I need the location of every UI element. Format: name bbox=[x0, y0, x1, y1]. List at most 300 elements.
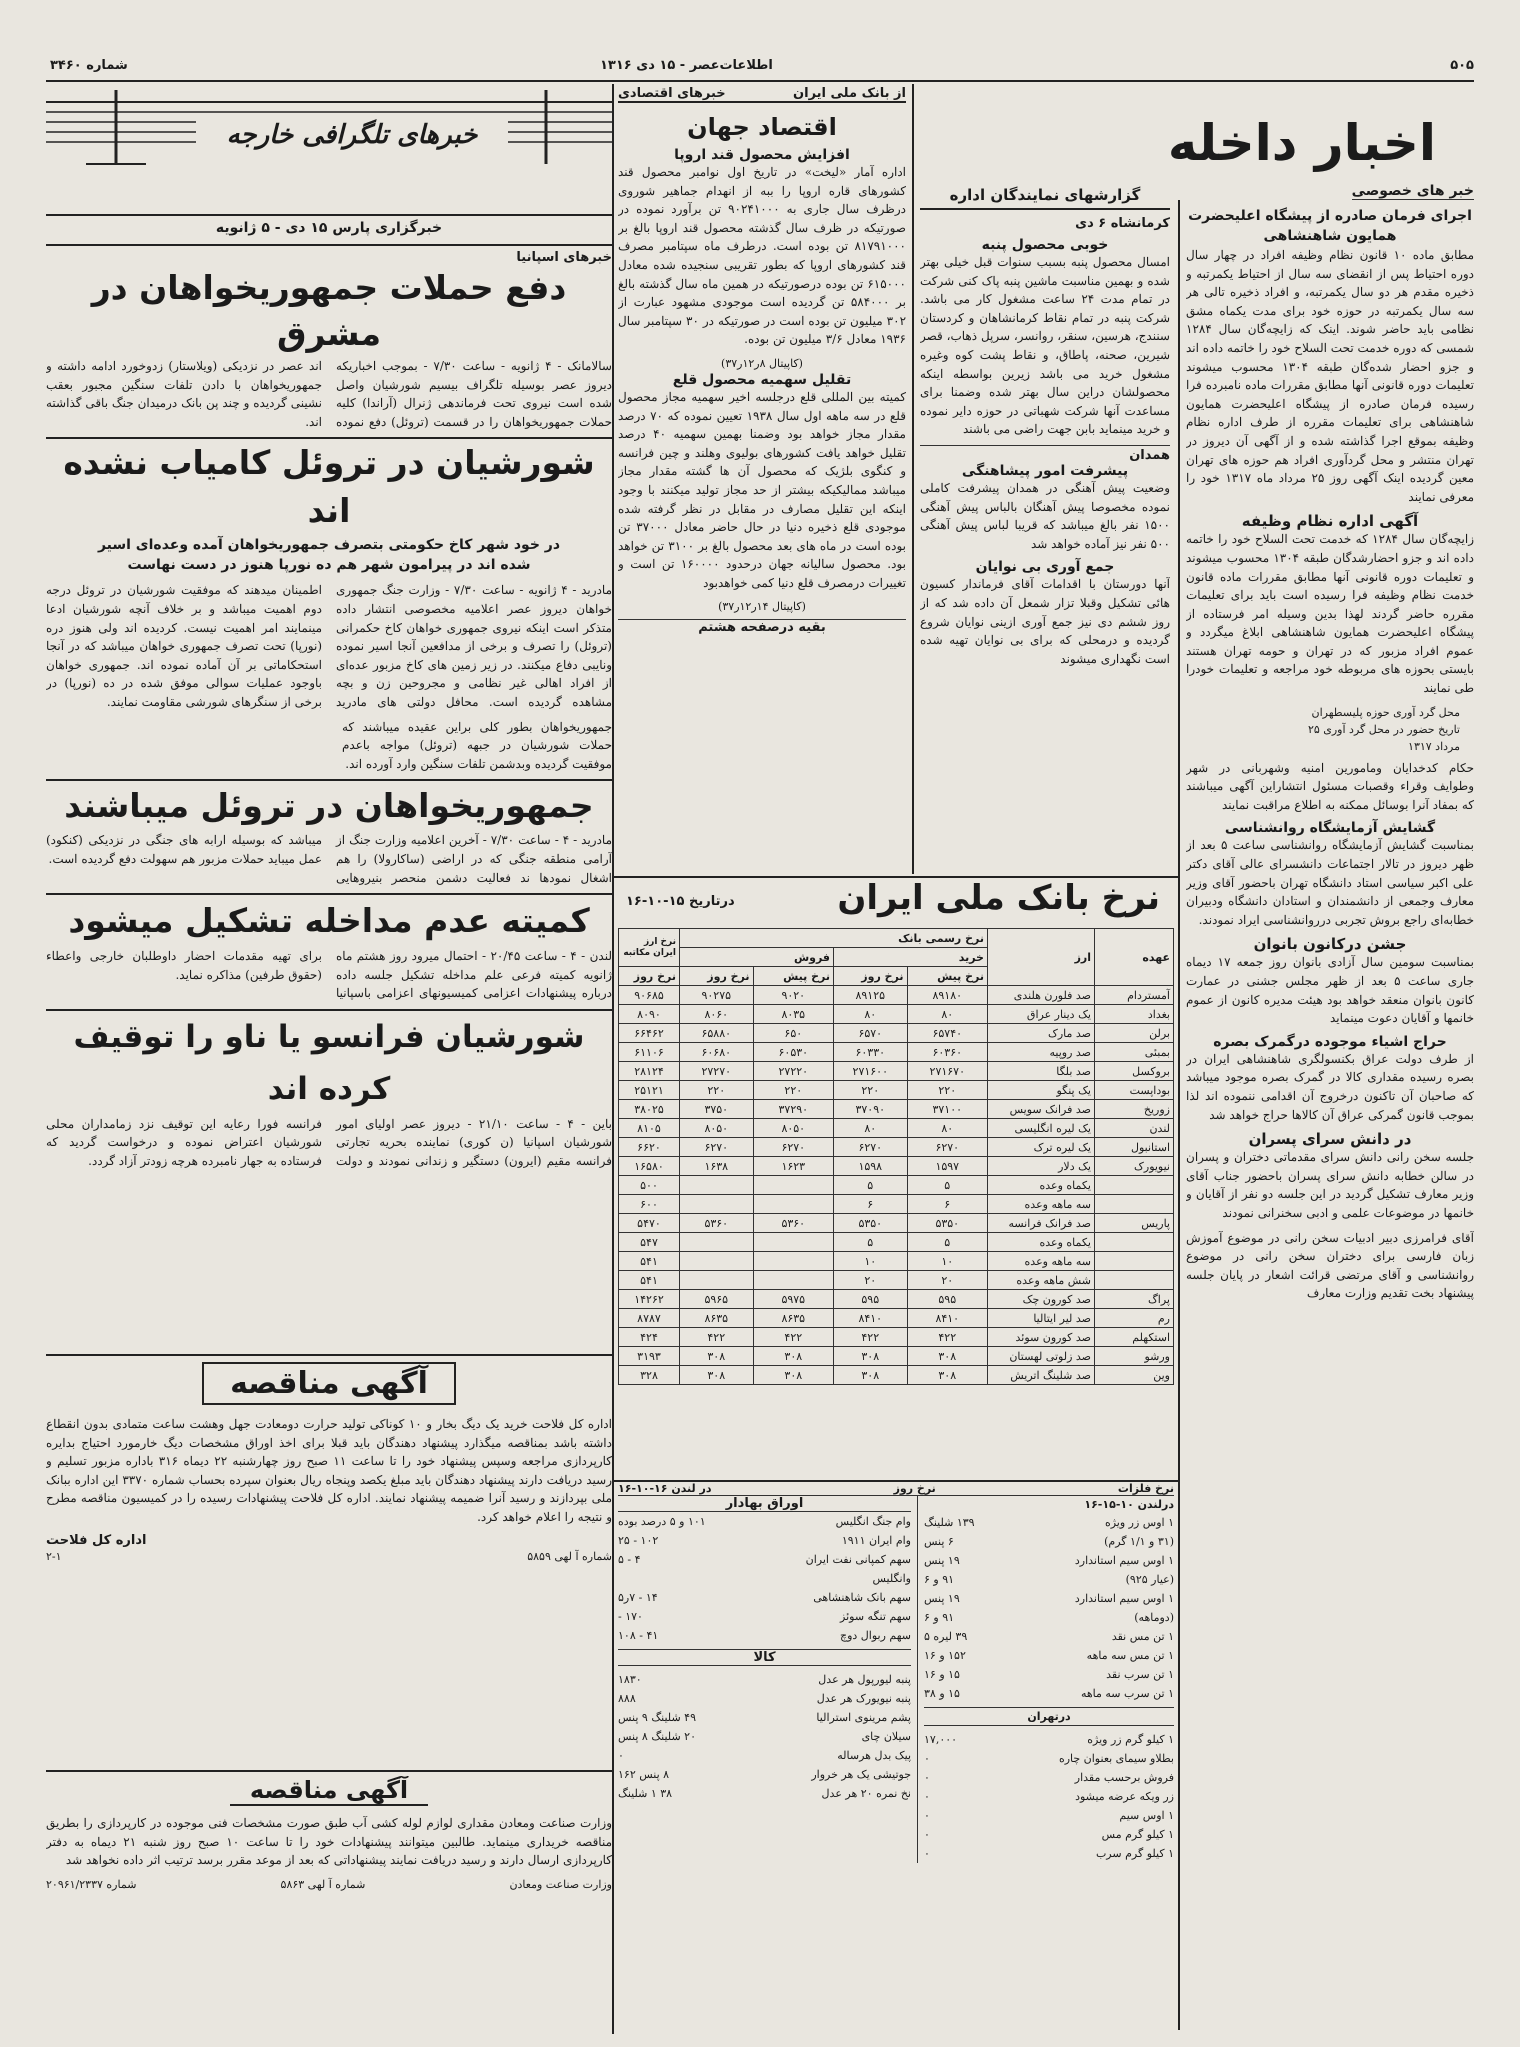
reports-label: گزارشهای نمایندگان اداره bbox=[920, 186, 1170, 210]
rate-value: ۸۴۱۰ bbox=[834, 1309, 908, 1328]
tehran-rows bbox=[924, 1730, 1174, 1863]
rate-value: ۱۰ bbox=[834, 1252, 908, 1271]
foreign-news bbox=[46, 250, 612, 1350]
rate-value: ۲۷۱۶۷۰ bbox=[907, 1062, 987, 1081]
metal-row-label: (عیار ۹۲۵) bbox=[1125, 1573, 1174, 1586]
rate-row bbox=[619, 1157, 1174, 1176]
goods-row bbox=[618, 1689, 911, 1708]
rate-value: ۴۲۴ bbox=[619, 1328, 680, 1347]
rate-currency: صد زلوتی لهستان bbox=[988, 1347, 1095, 1366]
goods-rows bbox=[618, 1670, 911, 1803]
security-row-value: ۱۴ - ۷ر۵ bbox=[618, 1591, 658, 1604]
economy-header bbox=[618, 86, 906, 103]
rate-value: ۸۰۳۵ bbox=[753, 1005, 833, 1024]
rate-row bbox=[619, 1138, 1174, 1157]
security-row-label: سهم بانک شاهنشاهی bbox=[813, 1591, 911, 1604]
tender-2-rule bbox=[46, 1770, 612, 1772]
rates-title: نرخ بانک ملی ایران bbox=[837, 878, 1160, 918]
rate-value bbox=[680, 1252, 754, 1271]
rate-value: ۵ bbox=[907, 1176, 987, 1195]
day-head-date: در لندن ۱۶-۱۰-۱۶ bbox=[618, 1482, 712, 1495]
notice-tail: حکام کدخدایان ومامورین امنیه وشهربانی در شهر وطوایف وقراء وقصبات مسئول انتشاراین آگهی میباشند که بمفاد آنرا بوسائل ممکنه به اطلاع مراقبت نمایند bbox=[1186, 760, 1474, 812]
headline-committee: کمیته عدم مداخله تشکیل میشود bbox=[68, 901, 590, 941]
rate-place bbox=[1095, 1252, 1174, 1271]
rate-value: ۶۲۷۰ bbox=[834, 1138, 908, 1157]
goods-row-label: نخ نمره ۲۰ هر عدل bbox=[821, 1787, 911, 1800]
tehran-row-label: زر ویکه عرضه میشود bbox=[1075, 1790, 1174, 1803]
metals-date: درلندن ۱۰-۱۵-۱۶ bbox=[1084, 1498, 1174, 1511]
tehran-row bbox=[924, 1806, 1174, 1825]
tehran-row-value: ۰ bbox=[924, 1847, 930, 1860]
security-row bbox=[618, 1588, 911, 1607]
tender-1-title: آگهی مناقصه bbox=[202, 1362, 456, 1405]
rate-currency: یکماه وعده bbox=[988, 1233, 1095, 1252]
rate-currency: صد کورون سوئد bbox=[988, 1328, 1095, 1347]
teruel-text-2: جمهوریخواهان بطور کلی براین عقیده میباشند که حملات شورشیان در جبهه (تروئل) مواجه باعدم موفقیت گردیده وبدشمن تلفات سنگین وارد آورده اند. bbox=[342, 719, 612, 771]
rate-value: ۳۷۱۰۰ bbox=[907, 1100, 987, 1119]
day-head: نرخ روز bbox=[893, 1482, 936, 1495]
rate-value: ۵ bbox=[834, 1176, 908, 1195]
east-text: سالامانک - ۴ ژانویه - ساعت ۷/۳۰ - بموجب اخباریکه دیروز عصر بوسیله تلگراف بیسیم شورشیان واصل شده است نیروی تحت فرماندهی ژنرال (آراندا) کلیه حملات جمهوریخواهان را در قسمت (تروئل) دفع نموده اند عصر در نزدیکی (ویلاستار) زدوخورد ادامه داشته و جمهوریخواهان با دادن تلفات سنگین مجبور بعقب نشینی گردیده و چند پن بانک درمیدان جنگ باقی گذاشته اند. bbox=[46, 359, 612, 429]
goods-row bbox=[618, 1746, 911, 1765]
rate-currency: سه ماهه وعده bbox=[988, 1252, 1095, 1271]
rate-value: ۸۰۵۰ bbox=[680, 1119, 754, 1138]
rate-value: ۸۰۶۰ bbox=[680, 1005, 754, 1024]
col-currency: ارز bbox=[988, 929, 1095, 986]
rate-row bbox=[619, 1119, 1174, 1138]
security-row-value: ۴۱ - ۱۰۸ bbox=[618, 1629, 659, 1642]
hamedan-dateline: همدان bbox=[920, 445, 1170, 463]
rate-value: ۹۰۶۸۵ bbox=[619, 986, 680, 1005]
rate-value: ۶ bbox=[834, 1195, 908, 1214]
rate-currency: یک لیره ترک bbox=[988, 1138, 1095, 1157]
metal-row bbox=[924, 1665, 1174, 1684]
rate-value: ۱۶۳۸ bbox=[680, 1157, 754, 1176]
col-place: عهده bbox=[1095, 929, 1174, 986]
rate-currency: یک پنگو bbox=[988, 1081, 1095, 1100]
rate-place: لندن bbox=[1095, 1119, 1174, 1138]
rate-value bbox=[680, 1233, 754, 1252]
tehran-row-label: بطلاو سیمای بعنوان چاره bbox=[1058, 1752, 1174, 1765]
col-official: نرخ رسمی بانک bbox=[680, 929, 988, 948]
rate-value: ۸۴۱۰ bbox=[907, 1309, 987, 1328]
goods-row-label: پشم مرینوی استرالیا bbox=[816, 1711, 911, 1724]
rate-value: ۶۱۱۰۶ bbox=[619, 1043, 680, 1062]
security-row bbox=[618, 1512, 911, 1531]
rate-value: ۵۰۰ bbox=[619, 1176, 680, 1195]
tin-caption: (کاپیتال ۱۴ر۱۲ر۳۷) bbox=[718, 600, 806, 614]
rate-value: ۵۴۱ bbox=[619, 1252, 680, 1271]
security-row bbox=[618, 1607, 911, 1626]
goods-row-label: پیک بدل هرساله bbox=[837, 1749, 911, 1762]
security-row bbox=[618, 1550, 911, 1569]
rate-value: ۳۰۸ bbox=[834, 1366, 908, 1385]
rate-value: ۹۰۲۰ bbox=[753, 986, 833, 1005]
col-sep-3 bbox=[1178, 200, 1180, 2030]
tehran-row-value: ۰ bbox=[924, 1790, 930, 1803]
agency-line: خبرگزاری پارس ۱۵ دی - ۵ ژانویه bbox=[215, 220, 443, 236]
metal-row-label: ۱ اوس زر ویژه bbox=[1104, 1516, 1174, 1529]
col-buy-cash: نرخ پیش bbox=[907, 967, 987, 986]
rate-currency: صد فرانک سویس bbox=[988, 1100, 1095, 1119]
foreign-section-title: خبرهای تلگرافی خارجه bbox=[196, 120, 508, 150]
metal-row bbox=[924, 1570, 1174, 1589]
rate-currency: صد کورون چک bbox=[988, 1290, 1095, 1309]
rate-value: ۶۵۰ bbox=[753, 1024, 833, 1043]
rate-value: ۱۵۹۷ bbox=[907, 1157, 987, 1176]
rate-place: نیویورک bbox=[1095, 1157, 1174, 1176]
security-row-label: وام جنگ انگلیس bbox=[835, 1515, 911, 1528]
security-row-value: ۱۷۰ - bbox=[618, 1610, 643, 1623]
poor-text: آنها دورستان با اقدامات آقای فرماندار کسیون هائی تشکیل وقبلا تزار شمعل آن داده شد که از روز ششم دی نیز جمع آوری ازینی نوایان شروع گردیده و درمحلی که برای بی نوایان تهیه شده است نگهداری میشوند bbox=[920, 577, 1170, 666]
metal-row-label: (۳۱ و ۱/۱ گرم) bbox=[1104, 1535, 1174, 1548]
private-news-column bbox=[1186, 180, 1474, 2030]
col-clearing-day: نرخ روز bbox=[619, 967, 680, 986]
tehran-row-value: ۰ bbox=[924, 1752, 930, 1765]
rates-body bbox=[619, 986, 1174, 1385]
rates-table bbox=[618, 928, 1174, 1385]
notice-text: زایچه‌گان سال ۱۲۸۴ که خدمت تحت السلاح خود را خاتمه داده اند و جزو احضارشدگان طبقه ۱۳۰۴ محسوب میشوند و تعلیمات دوره قانونی آنها مطابق مقررات ماده قانون خدمت نظام وظیفه فرا رسیده است باید برای تعلیمات مقرره حاضر گردند لهذا بدین وسیله امر فرستاده از پیشگاه اعلیحضرت همایون شاهنشاهی ابلاغ میگردد و عموم افراد مزبور که در تهران و حومه تهران هستند بایستی بحوزه های مربوطه خود مراجعه و تعلیمات خودرا طی نمایند bbox=[1186, 532, 1474, 696]
rate-currency: صد روپیه bbox=[988, 1043, 1095, 1062]
rate-value: ۶۶۲۰ bbox=[619, 1138, 680, 1157]
goods-row bbox=[618, 1708, 911, 1727]
rate-value: ۵۳۵۰ bbox=[907, 1214, 987, 1233]
rate-value: ۶۵۸۸۰ bbox=[680, 1024, 754, 1043]
rate-row bbox=[619, 1081, 1174, 1100]
goods-row-label: جوتیشی یک هر خروار bbox=[811, 1768, 911, 1781]
notice-row: تاریخ حضور در محل گرد آوری ۲۵ bbox=[1307, 722, 1460, 736]
metal-row-label: ۱ تن مس سه ماهه bbox=[1086, 1649, 1174, 1662]
tehran-row bbox=[924, 1768, 1174, 1787]
metal-row-label: ۱ تن سرب سه ماهه bbox=[1080, 1687, 1174, 1700]
tender-2-sign: وزارت صناعت ومعادن bbox=[509, 1877, 612, 1891]
goods-row bbox=[618, 1765, 911, 1784]
rate-currency: یک دلار bbox=[988, 1157, 1095, 1176]
rate-value: ۱۴۲۶۲ bbox=[619, 1290, 680, 1309]
foreign-banner bbox=[46, 84, 612, 214]
tehran-row bbox=[924, 1825, 1174, 1844]
rate-place: بوداپست bbox=[1095, 1081, 1174, 1100]
rate-value: ۳۰۸ bbox=[907, 1347, 987, 1366]
sugar-headline: افزایش محصول قند اروپا bbox=[674, 147, 850, 163]
security-row bbox=[618, 1626, 911, 1645]
rate-row bbox=[619, 1195, 1174, 1214]
school-tail: آقای فرامرزی دبیر ادبیات سخن رانی در موضوع آموزش زبان فارسی برای دختران سخن رانی در موضوع روانشناسی و آقای مرتضی قرائت اشعار در پایان جلسه پیشنهاد بخت تقدیم وزارت معارف bbox=[1186, 1230, 1474, 1301]
rate-value: ۱۰ bbox=[907, 1252, 987, 1271]
rate-value: ۵ bbox=[834, 1233, 908, 1252]
rate-place: رم bbox=[1095, 1309, 1174, 1328]
goods-title: کالا bbox=[618, 1649, 911, 1666]
rate-value: ۲۰ bbox=[834, 1271, 908, 1290]
rate-value: ۱۶۲۳ bbox=[753, 1157, 833, 1176]
rate-value: ۵۳۵۰ bbox=[834, 1214, 908, 1233]
rate-value: ۸۶۳۵ bbox=[680, 1309, 754, 1328]
security-row-label: سهم کمپانی نفت ایران bbox=[805, 1553, 911, 1566]
rate-value: ۲۷۲۲۰ bbox=[753, 1062, 833, 1081]
rate-row bbox=[619, 1271, 1174, 1290]
rate-row bbox=[619, 1005, 1174, 1024]
goods-row-label: سیلان چای bbox=[861, 1730, 911, 1743]
goods-row bbox=[618, 1727, 911, 1746]
rate-value bbox=[680, 1195, 754, 1214]
rate-row bbox=[619, 1347, 1174, 1366]
rate-value: ۳۰۸ bbox=[834, 1347, 908, 1366]
kermanshah-dateline: کرمانشاه ۶ دی bbox=[1075, 216, 1170, 231]
goods-row-value: ۰ bbox=[618, 1749, 624, 1762]
goods-row-value: ۴۹ شلینگ ۹ پنس bbox=[618, 1711, 696, 1724]
rate-value: ۱۵۹۸ bbox=[834, 1157, 908, 1176]
tehran-row-value: ۰ bbox=[924, 1771, 930, 1784]
rate-value: ۵۴۷ bbox=[619, 1233, 680, 1252]
decree-headline: اجرای فرمان صادره از پیشگاه اعلیحضرت همایون شاهنشاهی bbox=[1188, 208, 1472, 244]
rate-row bbox=[619, 1062, 1174, 1081]
rate-value: ۸۰۹۰ bbox=[619, 1005, 680, 1024]
goods-row bbox=[618, 1784, 911, 1803]
metal-rows bbox=[924, 1513, 1174, 1703]
security-row-value: ۴ - ۵ bbox=[618, 1553, 641, 1566]
metals-head: نرخ فلزات bbox=[1117, 1482, 1174, 1495]
rate-value: ۸۰ bbox=[834, 1005, 908, 1024]
tender-2-title: آگهی مناقصه bbox=[230, 1776, 428, 1806]
rate-value: ۲۰ bbox=[907, 1271, 987, 1290]
rate-value: ۶۵۷۰ bbox=[834, 1024, 908, 1043]
scouts-headline: پیشرفت امور پیشاهنگی bbox=[961, 462, 1129, 479]
lab-text: بمناسبت گشایش آزمایشگاه روانشناسی ساعت ۵ بعد از ظهر دیروز در تالار اجتماعات دانشسرای عالی آقای دکتر علی اکبر سیاسی استاد دانشگاه تهران باحضور آقای وزیر معارف وجمعی از دانشمندان و استادان دانشگاه ودبیران خطابه‌ای راجع بروش تجربی درروانشناسی ایراد نمودند. bbox=[1186, 838, 1474, 927]
metal-row bbox=[924, 1589, 1174, 1608]
metal-row bbox=[924, 1608, 1174, 1627]
rate-row bbox=[619, 1214, 1174, 1233]
col-clearing: نرخ ارز ایران مکاتبه bbox=[619, 929, 680, 967]
metal-row-label: ۱ اوس سیم استاندارد bbox=[1074, 1592, 1174, 1605]
metal-row-value: ۶ پنس bbox=[924, 1535, 954, 1548]
teruel-text: مادرید - ۴ ژانویه - ساعت ۷/۳۰ - وزارت جنگ جمهوری خواهان دیروز عصر اعلامیه مخصوصی انتشار داده متذکر است اینکه نیروی جمهوری خواهان کاخ حکمرانی (تروئل) را تصرف و برخی از مدافعین آنجا اسیر نموده ونایبی دفاع میکنند. در زیر زمین های کاخ مزبور عده‌ای از افراد اهالی غیر نظامی و مجروحین زن و بچه مشاهده گردیده است. محافل دولتی های مادرید اطمینان میدهند که موفقیت شورشیان در تروئل درجه دوم اهمیت میباشد و بر خلاف آنچه شورشیان ادعا مینمایند امر اهمیت نیست. کردیده اند ولی هنوز دره (نورپا) تحت تصرف جمهوری خواهان میباشد که در آنجا استحکاماتی بر آن آماده نموده اند. جمهوری خواهان باوجود عملیات سوالی موفق شده در ده (نورپا) در برخی از سنگرهای شورشی مقاومت نمایند. bbox=[46, 583, 612, 709]
metal-row-label: ۱ تن سرب نقد bbox=[1106, 1668, 1174, 1681]
tehran-row-value: ۰ bbox=[924, 1809, 930, 1822]
economy-header-left: خبرهای اقتصادی bbox=[618, 86, 726, 101]
scouts-text: وضعیت پیش آهنگی در همدان پیشرفت کاملی نموده مخصوصا پیش آهنگان بالباس پیش آهنگی ۱۵۰۰ نفر بالغ میباشد که قریبا لباس پیش آهنگی ۵۰۰ نفر نیز آماده خواهد شد bbox=[920, 480, 1170, 551]
rate-value bbox=[753, 1271, 833, 1290]
rate-value: ۳۰۸ bbox=[680, 1366, 754, 1385]
rate-value: ۵۴۷۰ bbox=[619, 1214, 680, 1233]
rate-value: ۶۲۷۰ bbox=[680, 1138, 754, 1157]
security-row-label: سهم تنگه سوئز bbox=[840, 1610, 911, 1623]
rate-value: ۶۰۳۳۰ bbox=[834, 1043, 908, 1062]
tender-notice-2 bbox=[46, 1776, 612, 2036]
rate-row bbox=[619, 1176, 1174, 1195]
rate-value: ۲۲۰ bbox=[680, 1081, 754, 1100]
rate-value bbox=[753, 1195, 833, 1214]
metal-row-value: ۹۱ و ۶ bbox=[924, 1573, 955, 1586]
tender-1-sign: اداره کل فلاحت bbox=[46, 1532, 147, 1548]
rate-value: ۶۰۰ bbox=[619, 1195, 680, 1214]
tehran-row-label: ۱ کیلو گرم سرب bbox=[1095, 1847, 1174, 1860]
rate-row bbox=[619, 1328, 1174, 1347]
col-sep-2 bbox=[912, 84, 914, 874]
tehran-row-label: ۱ کیلو گرم زر ویژه bbox=[1087, 1733, 1174, 1746]
rate-value: ۲۵۱۲۱ bbox=[619, 1081, 680, 1100]
rate-value: ۲۲۰ bbox=[834, 1081, 908, 1100]
customs-text: از طرف دولت عراق بکنسولگری شاهنشاهی ایران در بصره رسیده مقداری کالا در گمرک بصره موجود میباشد که صاحبان آن تاکنون درخروج آن اقدامی ننموده اند لذا بموجب قانون گمرکی عراق آن کالاها حراج خواهد شد bbox=[1186, 1051, 1474, 1122]
rate-place: استانبول bbox=[1095, 1138, 1174, 1157]
tehran-row-value: ۱۷,۰۰۰ bbox=[924, 1733, 958, 1746]
notice-schedule bbox=[1200, 704, 1460, 755]
rate-value: ۴۲۲ bbox=[834, 1328, 908, 1347]
rate-value: ۱۶۵۸۰ bbox=[619, 1157, 680, 1176]
rate-value: ۸۷۸۷ bbox=[619, 1309, 680, 1328]
women-headline: جشن درکانون بانوان bbox=[1253, 935, 1407, 954]
reports-column bbox=[920, 186, 1170, 866]
tin-text: کمیته بین المللی قلع درجلسه اخیر سهمیه مجاز محصول قلع در سه ماهه اول سال ۱۹۳۸ تعیین نموده که ۷۰ درصد مقدار مجاز خواهد بود وضمنا بهمین سهمیه ۴۰ درصد تقلیل خواهد یافت کشورهای بولیوی وهلند و چین فرانسه و کنگوی بلژیک که محصول آن ها گشته مقدار مجاز میباشد ممالیکیکه بیشتر از حد مجاز تولید میکنند با وجود اینکه این تقلیل مصارف در مقابل در نظر گرفته شده موجودی قلع ذخیره دنیا در حال حاضر معادل ۳۷۰۰۰ تن بوده است در ماه های بعد محصول بالغ بر ۳۱۰۰ تن خواهد بود. محصول سالیانه جهان درحدود ۱۶۰۰۰۰ تن است و تغییرات درمصرف قلع دنیا کمی خواهدبود bbox=[618, 389, 906, 590]
rate-value bbox=[680, 1176, 754, 1195]
goods-row-label: پنبه لیورپول هر عدل bbox=[818, 1673, 911, 1686]
rate-value: ۶۶۴۶۲ bbox=[619, 1024, 680, 1043]
security-row bbox=[618, 1569, 911, 1588]
notice-row: مرداد ۱۳۱۷ bbox=[1408, 739, 1460, 753]
tehran-label: درتهران bbox=[924, 1707, 1174, 1726]
metals-column bbox=[917, 1496, 1174, 1863]
rate-row bbox=[619, 986, 1174, 1005]
goods-row-label: پنبه نیویورک هر عدل bbox=[816, 1692, 911, 1705]
rate-value bbox=[680, 1271, 754, 1290]
french-ship-text: باین - ۴ - ساعت ۲۱/۱۰ - دیروز عصر اولیای امور شورشیان اسپانیا (ن کوری) نماینده بحریه تجارتی فرانسه مقیم (ایرون) دستگیر و زندانی نمودند و دولت فرانسه فورا رعایه این توقیف نزد زمامداران محلی شورشیان اعتراض نموده و درخواست گردید که فرستاده به جهار نامبرده هرچه زودتر آزاد گردد. bbox=[46, 1116, 612, 1169]
lab-headline: گشایش آزمایشگاه روانشناسی bbox=[1224, 820, 1436, 837]
metals-block bbox=[618, 1482, 1174, 2030]
tender-rule bbox=[46, 1354, 612, 1356]
metal-row-value: ۱۵ و ۱۶ bbox=[924, 1668, 960, 1681]
rate-value: ۴۲۲ bbox=[907, 1328, 987, 1347]
rate-value: ۶۵۷۴۰ bbox=[907, 1024, 987, 1043]
rate-value: ۵۹۵ bbox=[834, 1290, 908, 1309]
rate-place: بروکسل bbox=[1095, 1062, 1174, 1081]
rate-value: ۳۰۸ bbox=[680, 1347, 754, 1366]
rate-value: ۲۲۰ bbox=[753, 1081, 833, 1100]
goods-row-value: ۸ پنس ۱۶۲ bbox=[618, 1768, 670, 1781]
rate-row bbox=[619, 1100, 1174, 1119]
goods-row-value: ۲۰ شلینگ ۸ پنس bbox=[618, 1730, 696, 1743]
rate-place: بغداد bbox=[1095, 1005, 1174, 1024]
rate-value: ۸۰ bbox=[907, 1005, 987, 1024]
rate-value: ۵۳۶۰ bbox=[680, 1214, 754, 1233]
rate-place: ورشو bbox=[1095, 1347, 1174, 1366]
rate-value: ۲۲۰ bbox=[907, 1081, 987, 1100]
tehran-row-label: ۱ اوس سیم bbox=[1119, 1809, 1174, 1822]
rate-value: ۹۰۲۷۵ bbox=[680, 986, 754, 1005]
tender-1-text: اداره کل فلاحت خرید یک دیگ بخار و ۱۰ کوناکی تولید حرارت دومعادت جهل وهشت ساعت متمادی بدون انقطاع داشته باشد بمناقصه میگذارد پیشنهاد دهندگان باید قبلا برای اخذ اوراق مشخصات دیگ خارمورد احتیاج بدایره کارپردازی مراجعه وسپس پیشنهاد خود را تا ساعت ۱۱ صبح روز چهارشنبه ۲۲ دیماه ۳۱۶ باداره مزبور تسلیم و رسید دریافت دارند پیشنهاد دهندگان باید مبلغ یکصد وپنجاه ریال بعنوان سپرده بحساب شماره ۳۳۷۰ این اداره ببانک ملی بپردازند و رسید آنرا ضمیمه پیشنهاد نمایند. اداره کل فلاحت پیشنهادات رسیده را در کمیسیون مناقصه مطرح و نتیجه را اعلام خواهد کرد. bbox=[46, 1417, 612, 1524]
masthead bbox=[0, 54, 1520, 80]
tin-headline: تقلیل سهمیه محصول قلع bbox=[672, 371, 852, 388]
security-row-value: ۱۰۲ - ۲۵ bbox=[618, 1534, 659, 1547]
rate-value: ۸۰۵۰ bbox=[753, 1119, 833, 1138]
rate-value: ۶۰۶۸۰ bbox=[680, 1043, 754, 1062]
rate-value: ۲۷۲۷۰ bbox=[680, 1062, 754, 1081]
rate-place: زوریخ bbox=[1095, 1100, 1174, 1119]
col-sell: فروش bbox=[680, 948, 834, 967]
goods-row-value: ۸۸۸ bbox=[618, 1692, 636, 1705]
private-news-label: خبر های خصوصی bbox=[1351, 183, 1474, 199]
issue-number: شماره ۳۴۶۰ bbox=[50, 58, 128, 73]
security-row-label: وانگلیس bbox=[872, 1572, 911, 1585]
poor-headline: جمع آوری بی نوایان bbox=[975, 559, 1115, 576]
rate-value: ۳۰۸ bbox=[753, 1366, 833, 1385]
rate-value bbox=[753, 1233, 833, 1252]
headline-teruel: شورشیان در تروئل کامیاب نشده اند bbox=[63, 443, 595, 531]
rate-place: بمبئی bbox=[1095, 1043, 1174, 1062]
rate-row bbox=[619, 1043, 1174, 1062]
rate-currency: صد لیر ایتالیا bbox=[988, 1309, 1095, 1328]
tehran-row bbox=[924, 1844, 1174, 1863]
rate-place: پراگ bbox=[1095, 1290, 1174, 1309]
rate-currency: یکماه وعده bbox=[988, 1176, 1095, 1195]
school-headline: در دانش سرای پسران bbox=[1248, 1130, 1412, 1149]
rate-value: ۸۰ bbox=[907, 1119, 987, 1138]
security-row bbox=[618, 1531, 911, 1550]
security-row-label: سهم ربوال دوچ bbox=[839, 1629, 911, 1642]
foreign-rule bbox=[46, 214, 612, 216]
economy-header-right: از بانک ملی ایران bbox=[793, 86, 906, 101]
tehran-row-label: فروش برحسب مقدار bbox=[1074, 1771, 1174, 1784]
agency-rule bbox=[46, 244, 612, 246]
rate-value bbox=[753, 1252, 833, 1271]
cotton-headline: خوبی محصول پنبه bbox=[981, 237, 1109, 253]
rate-value: ۸۹۱۲۵ bbox=[834, 986, 908, 1005]
tehran-row bbox=[924, 1749, 1174, 1768]
customs-headline: حراج اشیاء موجوده درگمرک بصره bbox=[1213, 1033, 1447, 1050]
tehran-row-value: ۰ bbox=[924, 1828, 930, 1841]
rate-currency: شش ماهه وعده bbox=[988, 1271, 1095, 1290]
page-number: ۵۰۵ bbox=[1450, 58, 1474, 73]
spain-label: خبرهای اسپانیا bbox=[516, 250, 612, 265]
rate-place bbox=[1095, 1176, 1174, 1195]
economy-title: اقتصاد جهان bbox=[687, 113, 837, 141]
rate-currency: صد مارک bbox=[988, 1024, 1095, 1043]
rate-value: ۶۰۵۳۰ bbox=[753, 1043, 833, 1062]
rate-place: آمستردام bbox=[1095, 986, 1174, 1005]
committee-text: لندن - ۴ - ساعت ۲۰/۴۵ - احتمال میرود روز هشتم ماه ژانویه کمیته فرعی علم مداخله تشکیل جلسه داده درباره پیشنهادات اعزامی کمیسیونهای اعزامی باسپانیا برای تهیه مقدمات احضار داوطلبان خارجی واعطاء (حقوق طرفین) مذاکره نماید. bbox=[46, 949, 612, 1001]
school-text: جلسه سخن رانی دانش سرای مقدماتی دختران و پسران در سالن خطابه دانش سرای پسران باحضور جناب آقای وزیر معارف تشکیل گردید در این جلسه دو نفر از آقایان و خانمها در موضوعات علمی و ادبی سخنرانی نمودند bbox=[1186, 1150, 1474, 1220]
rate-value: ۵۴۱ bbox=[619, 1271, 680, 1290]
rate-value: ۵۳۶۰ bbox=[753, 1214, 833, 1233]
headline-republicans: جمهوریخواهان در تروئل میباشند bbox=[64, 786, 594, 826]
rate-value: ۳۱۹۳ bbox=[619, 1347, 680, 1366]
rates-date: درتاریخ ۱۵-۱۰-۱۶ bbox=[626, 894, 735, 909]
rate-value: ۳۷۲۹۰ bbox=[753, 1100, 833, 1119]
rate-value: ۶۲۷۰ bbox=[907, 1138, 987, 1157]
rate-row bbox=[619, 1290, 1174, 1309]
rate-value: ۶۲۷۰ bbox=[753, 1138, 833, 1157]
rate-place: وین bbox=[1095, 1366, 1174, 1385]
tender-notice-1 bbox=[46, 1362, 612, 1766]
metal-row bbox=[924, 1684, 1174, 1703]
rate-value: ۴۲۲ bbox=[680, 1328, 754, 1347]
sugar-text: اداره آمار «لیخت» در تاریخ اول نوامبر محصول قند کشورهای قاره اروپا را ببه از انهدام جماهیر شوروی درظرف سال جاری به ۹۰۲۴۱۰۰۰ تن برآورد نموده در صورتیکه در ظرف سال گذشته محصول قند اروپا بالغ بر ۸۱۷۹۱۰۰۰ تن بوده است. درطرف ماه سپتامبر مصرف قند کشورهای اروپا که بطور تقریبی سنجیده شده معادل ۶۱۵۰۰۰ تن بوده درصورتیکه در همین ماه سال گذشته بالغ بر ۵۸۴۰۰۰ تن گردیده است موجودی مشهود عبارت از ۳۰۲ میلیون تن بوده است در صورتیکه در ۳۰ سپتامبر سال ۱۹۳۶ معادل ۳/۶ میلیون تن بوده. bbox=[618, 165, 906, 347]
tehran-row bbox=[924, 1730, 1174, 1749]
women-text: بمناسبت سومین سال آزادی بانوان روز جمعه ۱۷ دیماه جاری ساعت ۵ بعد از ظهر مجلس جشنی در عمارت کانون بانوان منعقد خواهد بود هیئت مدیره کانون از عموم خانمها و آقایان دعوت مینماید bbox=[1186, 955, 1474, 1026]
rate-value: ۵ bbox=[907, 1233, 987, 1252]
rate-place bbox=[1095, 1233, 1174, 1252]
metal-row-value: ۹۱ و ۶ bbox=[924, 1611, 955, 1624]
rate-place bbox=[1095, 1195, 1174, 1214]
rate-place bbox=[1095, 1271, 1174, 1290]
paper-date: اطلاعات‌عصر - ۱۵ دی ۱۳۱۶ bbox=[600, 58, 773, 73]
rate-row bbox=[619, 1252, 1174, 1271]
rate-value: ۶۰۳۶۰ bbox=[907, 1043, 987, 1062]
metal-row-label: ۱ اوس سیم استاندارد bbox=[1074, 1554, 1174, 1567]
metal-row-label: (دوماهه) bbox=[1134, 1611, 1174, 1624]
rate-currency: سه ماهه وعده bbox=[988, 1195, 1095, 1214]
tender-1-number: شماره آ لهی ۵۸۵۹ bbox=[527, 1549, 612, 1563]
tender-1-code: ۲-۱ bbox=[46, 1549, 62, 1563]
rate-value: ۳۸۰۲۵ bbox=[619, 1100, 680, 1119]
